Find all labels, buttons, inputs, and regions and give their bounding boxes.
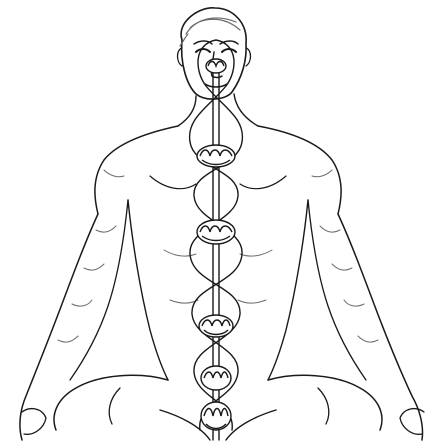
right-arm-shading bbox=[312, 170, 378, 342]
chest-right bbox=[240, 176, 286, 189]
left-knee-fold bbox=[109, 388, 120, 424]
lotus-heart bbox=[197, 220, 235, 244]
torso-left bbox=[128, 200, 168, 380]
right-eye bbox=[222, 49, 236, 52]
left-arm-inner bbox=[70, 200, 128, 380]
left-shoulder bbox=[95, 126, 178, 214]
left-eye bbox=[196, 49, 210, 52]
left-arm-shading bbox=[58, 170, 124, 342]
right-hand bbox=[400, 409, 424, 435]
lotus-sacral bbox=[201, 366, 231, 390]
lotus-throat bbox=[197, 145, 235, 167]
foot-right bbox=[226, 410, 276, 440]
left-hand bbox=[22, 409, 46, 435]
right-arm-inner bbox=[308, 200, 366, 380]
lotus-navel bbox=[199, 315, 233, 337]
right-shoulder bbox=[258, 126, 341, 214]
right-arm-outer bbox=[338, 214, 423, 440]
lotus-crown bbox=[206, 59, 226, 73]
abdomen-shading bbox=[164, 250, 272, 303]
lotus-root bbox=[201, 402, 231, 430]
mouth bbox=[205, 84, 227, 87]
right-thigh bbox=[268, 375, 382, 430]
energy-centres bbox=[197, 59, 235, 430]
right-knee-fold bbox=[318, 388, 329, 424]
chest-left bbox=[150, 176, 196, 189]
torso-right bbox=[268, 200, 308, 380]
left-arm-outer bbox=[20, 214, 98, 440]
